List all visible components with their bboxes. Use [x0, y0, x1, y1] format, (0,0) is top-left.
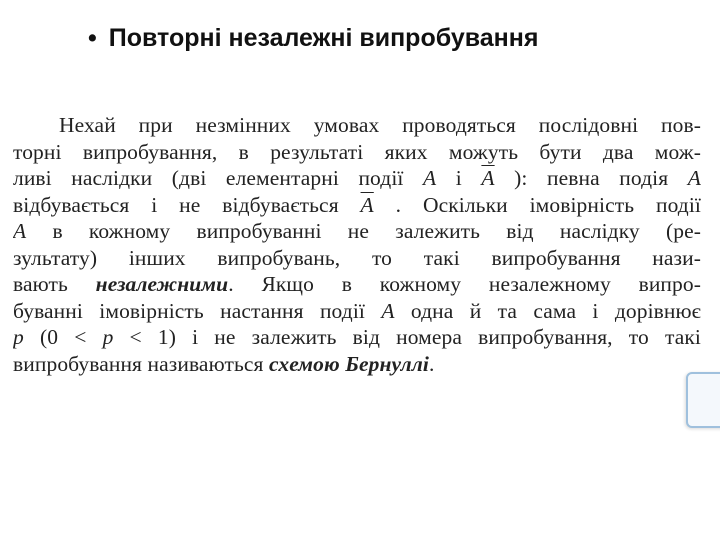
term-bernoulli-scheme: схемою Бернуллі [268, 351, 429, 376]
text-fragment: вають [13, 272, 68, 296]
text-fragment: ливі наслідки (дві елементарні події [13, 166, 404, 190]
text-fragment: (0 < [39, 325, 87, 349]
text-fragment: в кожному випробуванні не залежить від наслідку (ре- [52, 219, 701, 243]
text-fragment: . Якщо в кожному незалежному випро- [228, 272, 701, 296]
text-fragment: ): певна подія [514, 166, 669, 190]
text-line-5 [13, 218, 701, 245]
bullet-icon: • [88, 24, 97, 52]
side-panel-handle[interactable] [686, 372, 720, 428]
text-fragment: одна й та сама і дорівнює [410, 298, 701, 323]
text-fragment: і [455, 166, 462, 190]
text-line-3 [13, 165, 701, 192]
text-line-7 [13, 271, 701, 298]
slide-title [88, 24, 538, 53]
title-text: Повторні незалежні випробування [108, 24, 539, 52]
text-line-4 [13, 192, 701, 219]
event-a-complement: $\overline{A}$ [360, 192, 374, 217]
text-line-9 [13, 324, 701, 351]
text-fragment: < 1) і не залежить від номера випробування, то такі [129, 325, 701, 349]
text-line-6: зультату) інших випробувань, то такі випробування нази- [13, 245, 701, 270]
probability-p: p [102, 325, 114, 349]
event-a: A [13, 219, 27, 243]
event-a: A [687, 166, 701, 190]
text-fragment: буванні імовірність настання події [13, 298, 365, 323]
text-line-10 [13, 351, 701, 378]
text-fragment: . [428, 351, 435, 376]
scanned-paragraph [13, 112, 701, 377]
text-line-1: Нехай при незмінних умовах проводяться послідовні пов- [59, 113, 701, 137]
text-fragment: відбувається і не відбувається [13, 192, 339, 217]
event-a-complement: $\overline{A}$ [481, 166, 495, 190]
text-fragment: . Оскільки імовірність події [395, 192, 701, 217]
event-a: A [423, 166, 437, 190]
term-independent: незалежними [95, 272, 229, 296]
text-line-2: торні випробування, в результаті яких можуть бути два мож- [13, 139, 701, 164]
probability-p: p [13, 325, 24, 349]
event-a: A [381, 298, 395, 323]
text-line-8 [13, 298, 701, 325]
text-fragment: випробування називаються [13, 351, 264, 376]
